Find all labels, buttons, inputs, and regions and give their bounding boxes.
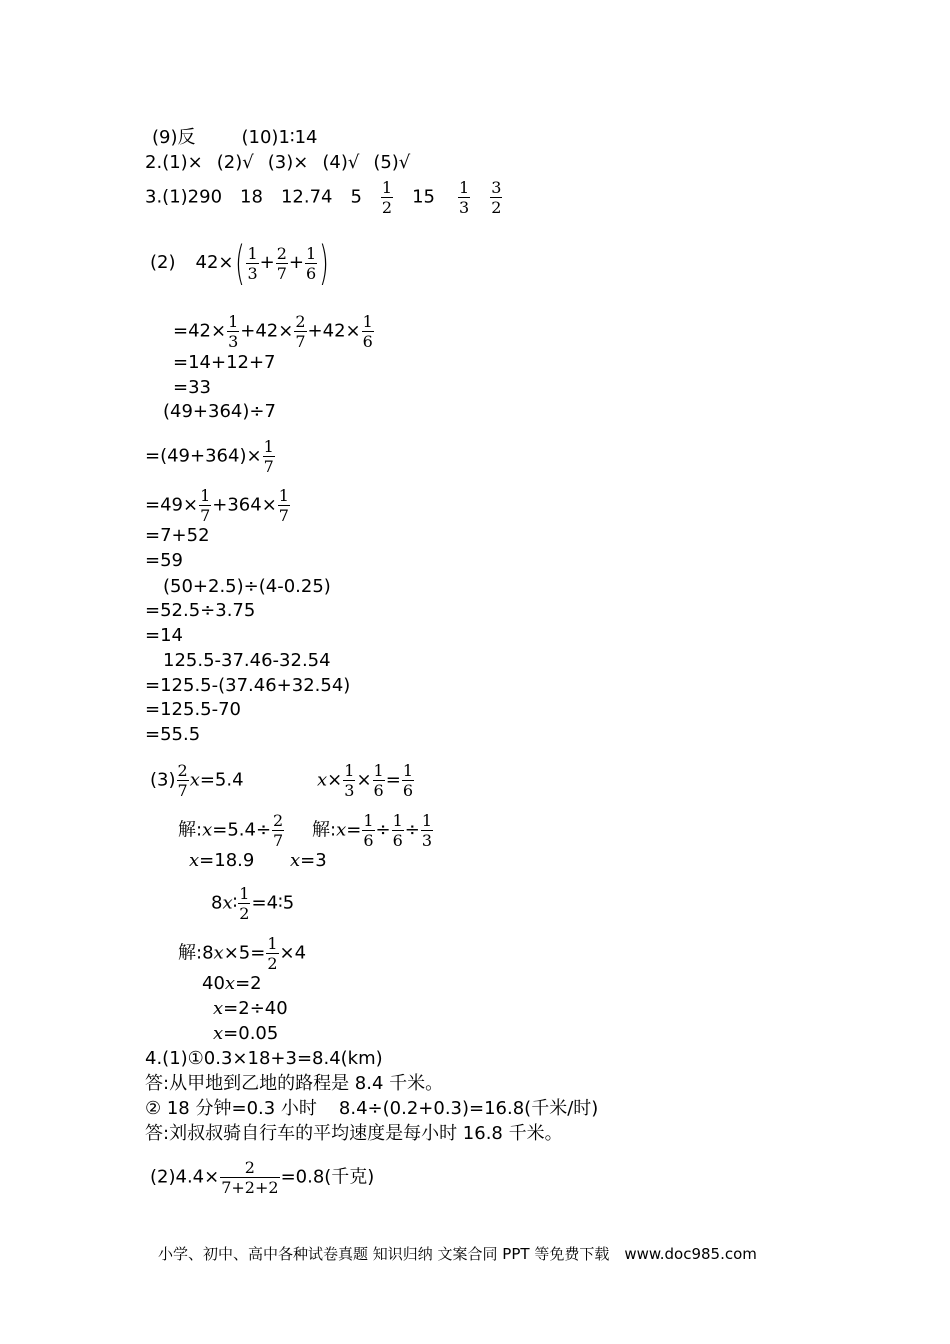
expr-text: =5.4 (199, 769, 244, 791)
fraction (373, 761, 385, 800)
q2-item: (5)√ (373, 152, 411, 173)
fraction-denominator: 7 (263, 457, 274, 476)
fraction-numerator: 1 (344, 761, 355, 780)
fraction-numerator: 2 (273, 811, 284, 830)
variable-x: x (336, 819, 347, 841)
q3-1-value: 15 (412, 186, 436, 208)
expr-text: ×4 (279, 942, 307, 964)
q3-2-expression-1 (150, 236, 330, 290)
fraction-denominator: 6 (306, 263, 317, 283)
q3-1-value: 5 (350, 186, 362, 208)
q3-2-step: =14 (145, 625, 183, 646)
q2-item: (1)× (162, 152, 203, 173)
q3-2-step: (49+364)÷7 (163, 401, 276, 422)
q3-2-step: =7+52 (145, 525, 210, 546)
variable-x: x (213, 998, 224, 1019)
fraction (421, 811, 433, 850)
fraction (263, 437, 275, 476)
operator: ÷ (375, 819, 391, 841)
q2-lead: 2. (145, 152, 163, 173)
right-paren: ) (319, 236, 330, 290)
variable-x: x (189, 769, 200, 791)
answer-9: (9)反 (152, 127, 196, 148)
fraction-denominator: 6 (362, 332, 373, 351)
fraction (276, 244, 288, 283)
expr-text: +364× (212, 494, 277, 516)
question-3-1-answers (145, 178, 503, 217)
q3-2-step: 125.5-37.46-32.54 (163, 650, 331, 671)
fraction-numerator: 2 (177, 761, 188, 780)
left-paren: ( (234, 236, 245, 290)
solution-prefix: 解: (178, 819, 203, 841)
q3-2-step: =125.5-70 (145, 699, 242, 720)
q3-3-equation-b (317, 761, 415, 800)
q3-2-step: =55.5 (145, 724, 201, 745)
fraction-numerator: 2 (295, 312, 306, 331)
q2-item: (3)× (267, 152, 309, 173)
fraction (238, 884, 250, 923)
variable-x: x (222, 892, 233, 914)
expr-text: =4∶5 (251, 892, 295, 914)
fraction-numerator: 1 (392, 811, 403, 830)
expr-text: =42× (173, 320, 227, 342)
expr-text: =(49+364)× (145, 445, 262, 467)
operator: + (259, 252, 275, 273)
q4-2-calculation (150, 1158, 374, 1197)
fraction (362, 312, 374, 351)
expr-text: 40 (202, 973, 225, 994)
fraction-numerator: 1 (247, 243, 258, 263)
fraction (381, 178, 393, 217)
q3-1-value: 18 (240, 186, 263, 208)
q3-1-value: 3.(1)290 (145, 186, 223, 208)
fraction (392, 811, 404, 850)
expr-text: =2÷40 (223, 998, 288, 1019)
q3-2-step: =52.5÷3.75 (145, 600, 256, 621)
fraction-numerator: 1 (239, 884, 250, 903)
expr-text: +42× (307, 320, 361, 342)
fraction-numerator: 1 (362, 312, 373, 331)
fraction-numerator: 1 (381, 178, 393, 197)
operator: × (327, 769, 343, 791)
q3-3-result-b (290, 850, 327, 872)
q4-1-calculation-2 (145, 1098, 598, 1120)
operator: + (288, 252, 305, 273)
solution-prefix: 解: (312, 819, 337, 841)
q3-2-label: (2) (150, 252, 176, 273)
q3-2-step: =33 (173, 377, 211, 398)
expr-text: ×5= (223, 942, 266, 964)
expr-text: =2 (235, 973, 262, 994)
q3-2-step-fraction (145, 486, 291, 525)
fraction-denominator: 2 (381, 198, 393, 217)
fraction-numerator: 3 (491, 178, 502, 197)
q3-2-expression-2 (173, 312, 375, 351)
fraction (272, 811, 284, 850)
fraction-denominator: 3 (344, 781, 355, 800)
q2-item: (2)√ (216, 152, 254, 173)
fraction-denominator: 2 (239, 904, 250, 923)
variable-x: x (213, 1023, 224, 1044)
fraction-numerator: 1 (228, 312, 239, 331)
fraction (305, 244, 317, 283)
fraction-numerator: 1 (373, 761, 384, 780)
q3-3-step-c3 (213, 998, 288, 1020)
q3-3-equation-a (150, 761, 244, 800)
q3-3-solution-c (178, 934, 306, 973)
fraction-denominator: 2 (267, 954, 278, 973)
solution-prefix: 解:8 (178, 942, 214, 964)
q3-3-step-c4 (213, 1023, 278, 1045)
operator: ÷ (404, 819, 420, 841)
fraction-numerator: 2 (220, 1158, 279, 1178)
fraction-denominator: 3 (421, 831, 433, 850)
fraction-denominator: 7 (276, 263, 287, 283)
expr-text: (2)4.4× (150, 1166, 220, 1188)
variable-x: x (202, 819, 213, 841)
q3-3-step-c2 (202, 973, 262, 995)
fraction (220, 1158, 279, 1197)
fraction-denominator: 7 (295, 332, 306, 351)
fraction (177, 761, 189, 800)
expr-text: =5.4÷ (212, 819, 272, 841)
fraction-denominator: 7 (273, 831, 284, 850)
operator: = (346, 819, 362, 841)
page-footer: 小学、初中、高中各种试卷真题 知识归纳 文案合同 PPT 等免费下载 www.doc985.com (158, 1245, 757, 1263)
fraction (227, 312, 239, 351)
fraction-numerator: 1 (459, 178, 470, 197)
variable-x: x (189, 850, 200, 871)
fraction (490, 178, 502, 217)
q4-1-calculation: 4.(1)①0.3×18+3=8.4(km) (145, 1048, 383, 1069)
q3-2-step: (50+2.5)÷(4-0.25) (163, 576, 331, 597)
q3-3-equation-c (211, 884, 294, 923)
fraction-denominator: 6 (392, 831, 403, 850)
q4-1-answer-2: 答:刘叔叔骑自行车的平均速度是每小时 16.8 千米。 (145, 1123, 563, 1144)
q3-3-label: (3) (150, 769, 176, 791)
expr-text: =18.9 (199, 850, 255, 871)
fraction-denominator: 7 (200, 506, 211, 525)
variable-x: x (224, 973, 236, 994)
expr-text: 42× (195, 252, 234, 273)
answer-line-9-10 (152, 127, 318, 149)
expr-text: =0.8(千克) (280, 1166, 375, 1188)
fraction-numerator: 1 (267, 934, 278, 953)
q3-2-step-fraction (145, 437, 276, 476)
fraction (278, 486, 290, 525)
q3-2-step: =125.5-(37.46+32.54) (145, 675, 351, 696)
q2-item: (4)√ (322, 152, 360, 173)
operator: = (385, 769, 401, 791)
fraction (199, 486, 211, 525)
fraction-numerator: 1 (402, 761, 413, 780)
fraction (294, 312, 306, 351)
q3-2-step: =14+12+7 (173, 352, 276, 373)
expr-text: ② 18 分钟=0.3 小时 (145, 1098, 317, 1119)
q3-3-solution-b (312, 811, 434, 850)
fraction-numerator: 2 (276, 243, 287, 263)
q4-1-answer-1: 答:从甲地到乙地的路程是 8.4 千米。 (145, 1073, 444, 1094)
fraction-denominator: 7 (278, 506, 289, 525)
fraction (458, 178, 470, 217)
fraction-numerator: 1 (421, 811, 433, 830)
expr-text: 8 (211, 892, 223, 914)
q3-3-result-a (189, 850, 254, 872)
fraction-denominator: 7+2+2 (221, 1178, 279, 1197)
fraction-denominator: 6 (402, 781, 413, 800)
fraction-denominator: 6 (363, 831, 374, 850)
question-2-answers (145, 152, 410, 174)
variable-x: x (290, 850, 301, 871)
fraction-numerator: 1 (200, 486, 211, 505)
expr-text: =49× (145, 494, 199, 516)
operator: ∶ (232, 892, 238, 914)
fraction-denominator: 3 (459, 198, 470, 217)
fraction-numerator: 1 (278, 486, 289, 505)
fraction (402, 761, 414, 800)
fraction-denominator: 2 (491, 198, 502, 217)
q3-1-value: 12.74 (280, 186, 333, 208)
fraction (362, 811, 374, 850)
q3-2-step: =59 (145, 550, 183, 571)
answer-10: (10)1∶14 (241, 127, 318, 148)
fraction (266, 934, 278, 973)
fraction-denominator: 7 (177, 781, 188, 800)
fraction (343, 761, 355, 800)
expr-text: =3 (300, 850, 327, 871)
expr-text: =0.05 (223, 1023, 279, 1044)
fraction-denominator: 6 (373, 781, 384, 800)
q3-3-solution-a (178, 811, 285, 850)
expr-text: +42× (240, 320, 294, 342)
variable-x: x (213, 942, 224, 964)
variable-x: x (317, 769, 328, 791)
fraction-denominator: 3 (228, 332, 239, 351)
fraction-numerator: 1 (263, 437, 274, 456)
fraction-numerator: 1 (363, 811, 374, 830)
fraction-denominator: 3 (247, 263, 258, 283)
operator: × (356, 769, 372, 791)
fraction (246, 244, 258, 283)
expr-text: 8.4÷(0.2+0.3)=16.8(千米/时) (338, 1098, 599, 1119)
fraction-numerator: 1 (306, 243, 317, 263)
